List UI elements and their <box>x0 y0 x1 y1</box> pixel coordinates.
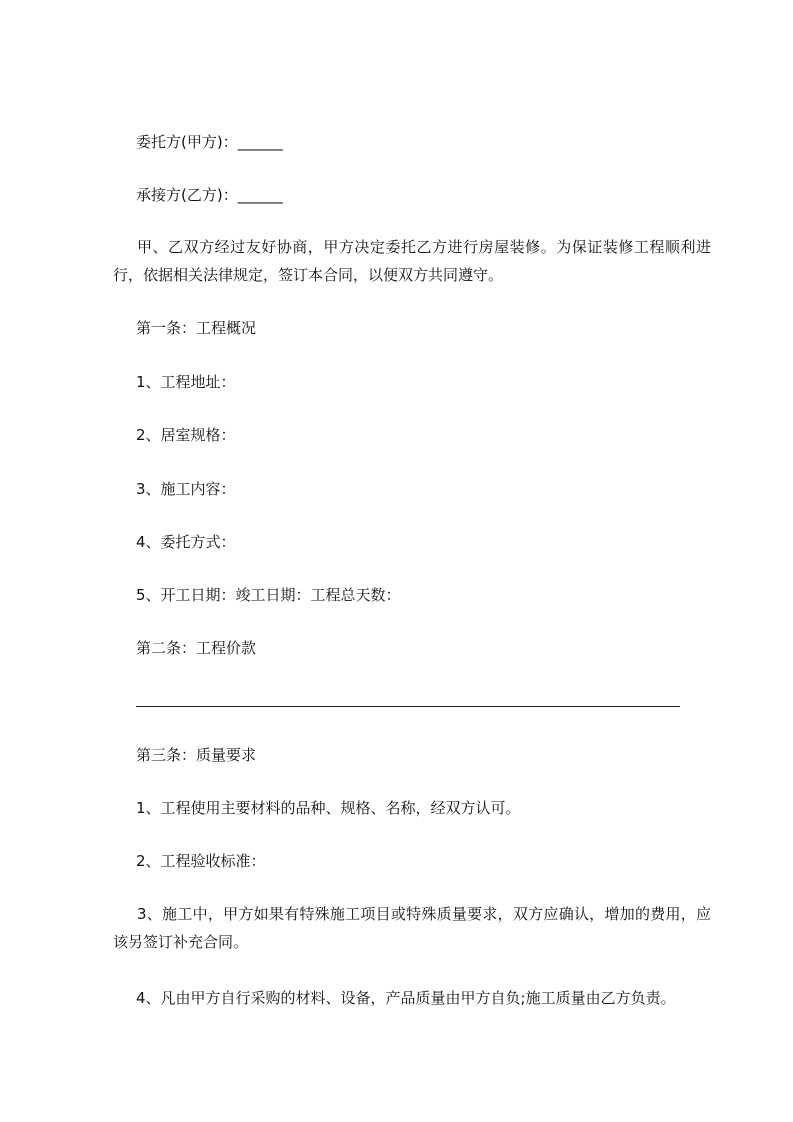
article-1-item-5: 5、开工日期：竣工日期：工程总天数： <box>136 586 401 604</box>
article-1-item-1: 1、工程地址： <box>136 373 236 391</box>
article-3-item-1: 1、工程使用主要材料的品种、规格、名称，经双方认可。 <box>136 799 521 817</box>
article-3-item-3: 3、施工中，甲方如果有特殊施工项目或特殊质量要求，双方应确认，增加的费用，应该另签订补充合同。 <box>113 905 711 951</box>
article-2-title: 第二条：工程价款 <box>136 639 257 657</box>
price-blank-line <box>136 706 680 707</box>
article-3-title: 第三条：质量要求 <box>136 746 257 764</box>
article-1-item-2: 2、居室规格： <box>136 426 236 444</box>
article-3-item-4: 4、凡由甲方自行采购的材料、设备，产品质量由甲方自负;施工质量由乙方负责。 <box>136 989 676 1007</box>
party-b-line: 承接方(乙方)：______ <box>136 186 283 204</box>
article-1-item-4: 4、委托方式： <box>136 533 236 551</box>
intro-paragraph: 甲、乙双方经过友好协商，甲方决定委托乙方进行房屋装修。为保证装修工程顺利进行，依据相关法律规定，签订本合同，以便双方共同遵守。 <box>113 238 711 284</box>
article-3-item-2: 2、工程验收标准： <box>136 852 266 870</box>
party-a-line: 委托方(甲方)：______ <box>136 133 283 151</box>
article-1-item-3: 3、施工内容： <box>136 480 236 498</box>
article-1-title: 第一条：工程概况 <box>136 319 257 337</box>
